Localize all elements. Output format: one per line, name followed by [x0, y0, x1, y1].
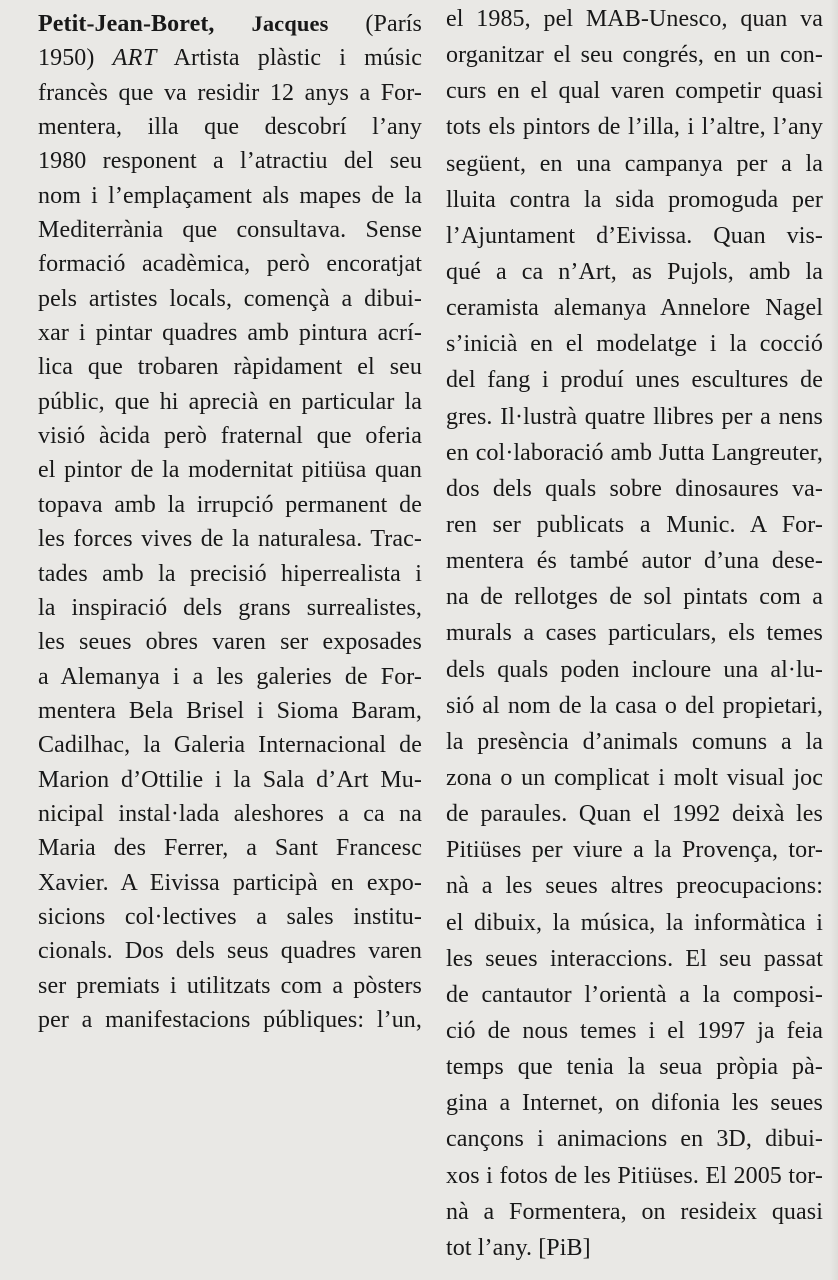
text-run: l’Ajuntament d’Eivissa. Quan vis-	[446, 222, 823, 249]
text-line	[38, 144, 422, 178]
text-run: s’inicià en el modelatge i la cocció	[446, 331, 823, 358]
text-run: per a manifestacions públiques: l’un,	[38, 1006, 422, 1033]
text-run: nà a les seues altres preocupacions:	[446, 873, 823, 900]
text-run: en col·laboració amb Jutta Langreuter,	[446, 439, 823, 466]
text-line	[446, 37, 823, 73]
text-line	[446, 796, 823, 832]
text-run: ren ser publicats a Munic. A For-	[446, 511, 823, 538]
text-run: qué a ca n’Art, as Pujols, amb la	[446, 258, 823, 285]
text-line	[446, 73, 823, 109]
text-run: el 1985, pel MAB-Unesco, quan va	[446, 6, 823, 32]
text-line	[446, 290, 823, 326]
text-line	[446, 688, 823, 724]
right-column	[446, 0, 823, 1266]
text-line	[446, 724, 823, 760]
text-line	[38, 1003, 422, 1037]
text-line	[38, 866, 422, 900]
text-run: 1980 responent a l’atractiu del seu	[38, 148, 422, 175]
text-run: ser premiats i utilitzats com a pòsters	[38, 972, 422, 999]
text-run: tot l’any.	[446, 1234, 533, 1261]
text-run: dels quals poden incloure una al·lu-	[446, 656, 823, 683]
text-line	[446, 182, 823, 218]
text-line	[38, 694, 422, 728]
text-run: na de rellotges de sol pintats com a	[446, 584, 823, 611]
text-line	[446, 1121, 823, 1157]
text-run: xar i pintar quadres amb pintura acrí-	[38, 320, 422, 347]
text-run: curs en el qual varen competir quasi	[446, 78, 823, 105]
headword: Petit-Jean-Boret,	[38, 11, 215, 37]
text-run: sicions col·lectives a sales institu-	[38, 903, 422, 930]
birth-info: (París	[365, 11, 422, 37]
text-run: Mediterrània que consultava. Sense	[38, 217, 422, 244]
text-run: les seues interaccions. El seu passat	[446, 945, 823, 972]
text-line	[446, 1158, 823, 1194]
text-run: públic, que hi aprecià en particular la	[38, 388, 422, 415]
text-line	[446, 1013, 823, 1049]
text-line	[38, 900, 422, 934]
text-line	[446, 146, 823, 182]
text-line	[446, 471, 823, 507]
text-run: cançons i animacions en 3D, dibui-	[446, 1126, 823, 1153]
text-line	[38, 591, 422, 625]
text-run: mentera Bela Brisel i Sioma Baram,	[38, 697, 422, 724]
text-line	[38, 763, 422, 797]
text-run: nicipal instal·lada aleshores a ca na	[38, 800, 422, 827]
text-line	[38, 179, 422, 213]
text-line	[38, 7, 422, 41]
text-line	[446, 399, 823, 435]
text-run: Artista plàstic i músic	[173, 45, 422, 72]
text-line	[446, 977, 823, 1013]
text-line	[446, 218, 823, 254]
text-run: Marion d’Ottilie i la Sala d’Art Mu-	[38, 766, 422, 793]
text-line	[446, 543, 823, 579]
text-run: el dibuix, la música, la informàtica i	[446, 909, 823, 936]
text-line	[446, 507, 823, 543]
text-line	[38, 522, 422, 556]
text-line	[38, 969, 422, 1003]
text-run: la presència d’animals comuns a la	[446, 728, 823, 755]
author-initials: [PiB]	[538, 1234, 591, 1261]
text-line	[446, 1, 823, 37]
text-line	[38, 316, 422, 350]
text-line	[38, 350, 422, 384]
text-line	[446, 1049, 823, 1085]
text-run: gina a Internet, on difonia les seues	[446, 1090, 823, 1117]
text-run: lica que trobaren ràpidament el seu	[38, 354, 422, 381]
text-run: següent, en una campanya per a la	[446, 150, 823, 177]
text-run: les seues obres varen ser exposades	[38, 629, 422, 656]
text-line	[446, 579, 823, 615]
text-line	[38, 419, 422, 453]
text-run: nà a Formentera, on resideix quasi	[446, 1198, 823, 1225]
text-run: lluita contra la sida promoguda per	[446, 186, 823, 213]
text-run: de paraules. Quan el 1992 deixà les	[446, 801, 823, 828]
text-run: sió al nom de la casa o del propietari,	[446, 692, 823, 719]
left-column	[38, 0, 422, 1037]
text-line	[446, 254, 823, 290]
text-line	[446, 1085, 823, 1121]
text-run: organitzar el seu congrés, en un con-	[446, 42, 823, 69]
scan-edge-shadow	[830, 0, 838, 1280]
text-run: dos dels quals sobre dinosaures va-	[446, 475, 823, 502]
text-line	[38, 453, 422, 487]
text-run: mentera és també autor d’una dese-	[446, 548, 823, 575]
text-run: de cantautor l’orientà a la composi-	[446, 981, 823, 1008]
text-line	[446, 362, 823, 398]
text-run: ceramista alemanya Annelore Nagel	[446, 295, 823, 322]
text-line	[38, 557, 422, 591]
text-line	[38, 110, 422, 144]
text-run: les forces vives de la naturalesa. Trac-	[38, 526, 422, 553]
text-run: mentera, illa que descobrí l’any	[38, 114, 422, 141]
text-line	[38, 625, 422, 659]
text-run: el pintor de la modernitat pitiüsa quan	[38, 457, 422, 484]
text-run: tades amb la precisió hiperrealista i	[38, 560, 422, 587]
text-run: Xavier. A Eivissa participà en expo-	[38, 869, 422, 896]
text-line	[446, 905, 823, 941]
text-line	[446, 326, 823, 362]
text-line	[38, 728, 422, 762]
text-line	[446, 1194, 823, 1230]
text-run: gres. Il·lustrà quatre llibres per a nens	[446, 403, 823, 430]
text-line	[38, 831, 422, 865]
text-line	[446, 652, 823, 688]
birth-year: 1950)	[38, 45, 95, 72]
text-line	[38, 247, 422, 281]
text-line	[446, 760, 823, 796]
text-run: Cadilhac, la Galeria Internacional de	[38, 732, 422, 759]
text-run: la inspiració dels grans surrealistes,	[38, 594, 422, 621]
text-line	[38, 660, 422, 694]
text-line	[446, 435, 823, 471]
text-run: nom i l’emplaçament als mapes de la	[38, 182, 422, 209]
headword-given-name: Jacques	[251, 11, 329, 36]
text-line	[446, 615, 823, 651]
text-run: ció de nous temes i el 1997 ja feia	[446, 1017, 823, 1044]
text-line	[446, 109, 823, 145]
text-run: del fang i produí unes escultures de	[446, 367, 823, 394]
category-label: ART	[112, 45, 157, 72]
text-line	[446, 941, 823, 977]
text-line	[446, 868, 823, 904]
text-run: xos i fotos de les Pitiüses. El 2005 tor-	[446, 1162, 823, 1189]
text-line	[38, 797, 422, 831]
text-run: cionals. Dos dels seus quadres varen	[38, 938, 422, 965]
text-line	[446, 1230, 823, 1266]
text-line	[38, 934, 422, 968]
text-run: a Alemanya i a les galeries de For-	[38, 663, 422, 690]
text-run: francès que va residir 12 anys a For-	[38, 79, 422, 106]
text-line	[446, 832, 823, 868]
text-line	[38, 76, 422, 110]
text-line	[38, 282, 422, 316]
text-line	[38, 213, 422, 247]
text-run: tots els pintors de l’illa, i l’altre, l’any	[446, 114, 823, 141]
text-run: visió àcida però fraternal que oferia	[38, 423, 422, 450]
text-run: formació acadèmica, però encoratjat	[38, 251, 422, 278]
text-line	[38, 385, 422, 419]
text-run: zona o un complicat i molt visual joc	[446, 764, 823, 791]
text-run: topava amb la irrupció permanent de	[38, 491, 422, 518]
text-run: murals a cases particulars, els temes	[446, 620, 823, 647]
text-line	[38, 41, 422, 75]
text-run: Pitiüses per viure a la Provença, tor-	[446, 837, 823, 864]
text-line	[38, 488, 422, 522]
text-run: Maria des Ferrer, a Sant Francesc	[38, 835, 422, 862]
text-run: pels artistes locals, començà a dibui-	[38, 285, 422, 312]
text-run: temps que tenia la seua pròpia pà-	[446, 1054, 823, 1081]
